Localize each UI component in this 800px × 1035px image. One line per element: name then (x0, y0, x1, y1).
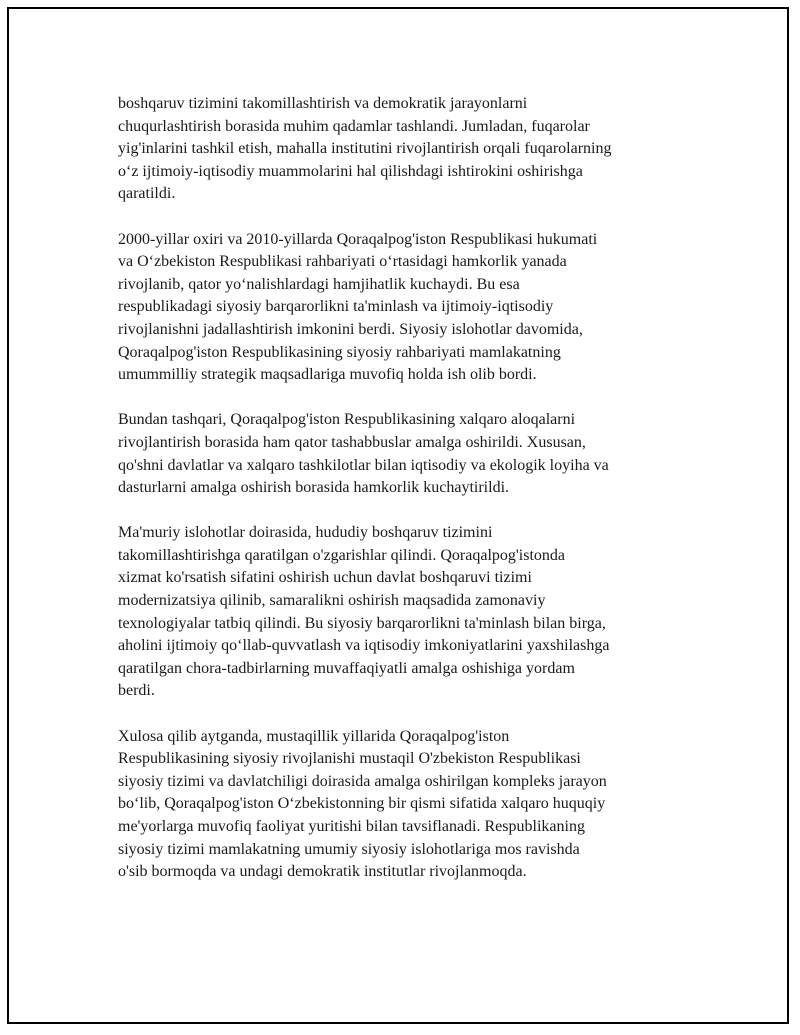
text-line: va O‘zbekiston Respublikasi rahbariyati o‘rtasidagi hamkorlik yanada (118, 253, 567, 271)
text-line: o‘z ijtimoiy-iqtisodiy muammolarini hal qilishdagi ishtirokini oshirishga (118, 162, 583, 180)
text-line: rivojlantirish borasida ham qator tashabbuslar amalga oshirildi. Xususan, (118, 433, 586, 451)
text-line: Ma'muriy islohotlar doirasida, hududiy boshqaruv tizimini (118, 524, 493, 542)
text-line: xizmat ko'rsatish sifatini oshirish uchun davlat boshqaruvi tizimi (118, 569, 532, 587)
text-line: qaratildi. (118, 185, 176, 203)
text-line: bo‘lib, Qoraqalpog'iston O‘zbekistonning bir qismi sifatida xalqaro huquqiy (118, 795, 606, 813)
paragraph-4 (118, 522, 693, 703)
text-line: berdi. (118, 682, 155, 700)
text-line: qo'shni davlatlar va xalqaro tashkilotlar bilan iqtisodiy va ekologik loyiha va (118, 456, 609, 474)
text-line: siyosiy tizimi mamlakatning umumiy siyosiy islohotlariga mos ravishda (118, 840, 580, 858)
text-line: Qoraqalpog'iston Respublikasining siyosiy rahbariyati mamlakatning (118, 343, 561, 361)
text-line: umummilliy strategik maqsadlariga muvofiq holda ish olib bordi. (118, 366, 537, 384)
text-line: texnologiyalar tatbiq qilindi. Bu siyosiy barqarorlikni ta'minlash bilan birga, (118, 614, 606, 632)
text-line: 2000-yillar oxiri va 2010-yillarda Qoraqalpog'iston Respublikasi hukumati (118, 230, 598, 248)
text-line: boshqaruv tizimini takomillashtirish va demokratik jarayonlarni (118, 95, 528, 112)
text-line: yig'inlarini tashkil etish, mahalla institutini rivojlantirish orqali fuqarolarning (118, 140, 612, 158)
text-line: modernizatsiya qilinib, samaralikni oshirish maqsadida zamonaviy (118, 592, 546, 610)
text-line: Xulosa qilib aytganda, mustaqillik yillarida Qoraqalpog'iston (118, 727, 510, 745)
text-line: me'yorlarga muvofiq faoliyat yuritishi bilan tavsiflanadi. Respublikaning (118, 818, 585, 835)
text-line: qaratilgan chora-tadbirlarning muvaffaqiyatli amalga oshishiga yordam (118, 659, 575, 677)
text-line: Bundan tashqari, Qoraqalpog'iston Respublikasining xalqaro aloqalarni (118, 411, 576, 429)
text-line: dasturlarni amalga oshirish borasida hamkorlik kuchaytirildi. (118, 479, 510, 497)
text-line: rivojlanib, qator yo‘nalishlardagi hamjihatlik kuchaydi. Bu esa (118, 275, 520, 293)
text-line: Respublikasining siyosiy rivojlanishi mustaqil O'zbekiston Respublikasi (118, 750, 581, 768)
paragraph-3 (118, 409, 693, 499)
text-line: o'sib bormoqda va undagi demokratik institutlar rivojlanmoqda. (118, 863, 527, 881)
text-line: respublikadagi siyosiy barqarorlikni ta'minlash va ijtimoiy-iqtisodiy (118, 298, 554, 316)
text-line: chuqurlashtirish borasida muhim qadamlar tashlandi. Jumladan, fuqarolar (118, 117, 590, 135)
text-line: siyosiy tizimi va davlatchiligi doirasida amalga oshirilgan kompleks jarayon (118, 772, 607, 790)
paragraph-1 (118, 93, 693, 206)
document-body (118, 93, 693, 884)
text-line: rivojlanishni jadallashtirish imkonini berdi. Siyosiy islohotlar davomida, (118, 320, 583, 338)
text-line: aholini ijtimoiy qo‘llab-quvvatlash va iqtisodiy imkoniyatlarini yaxshilashga (118, 637, 610, 655)
paragraph-5 (118, 726, 693, 884)
paragraph-2 (118, 229, 693, 387)
text-line: takomillashtirishga qaratilgan o'zgarishlar qilindi. Qoraqalpog'istonda (118, 546, 565, 564)
